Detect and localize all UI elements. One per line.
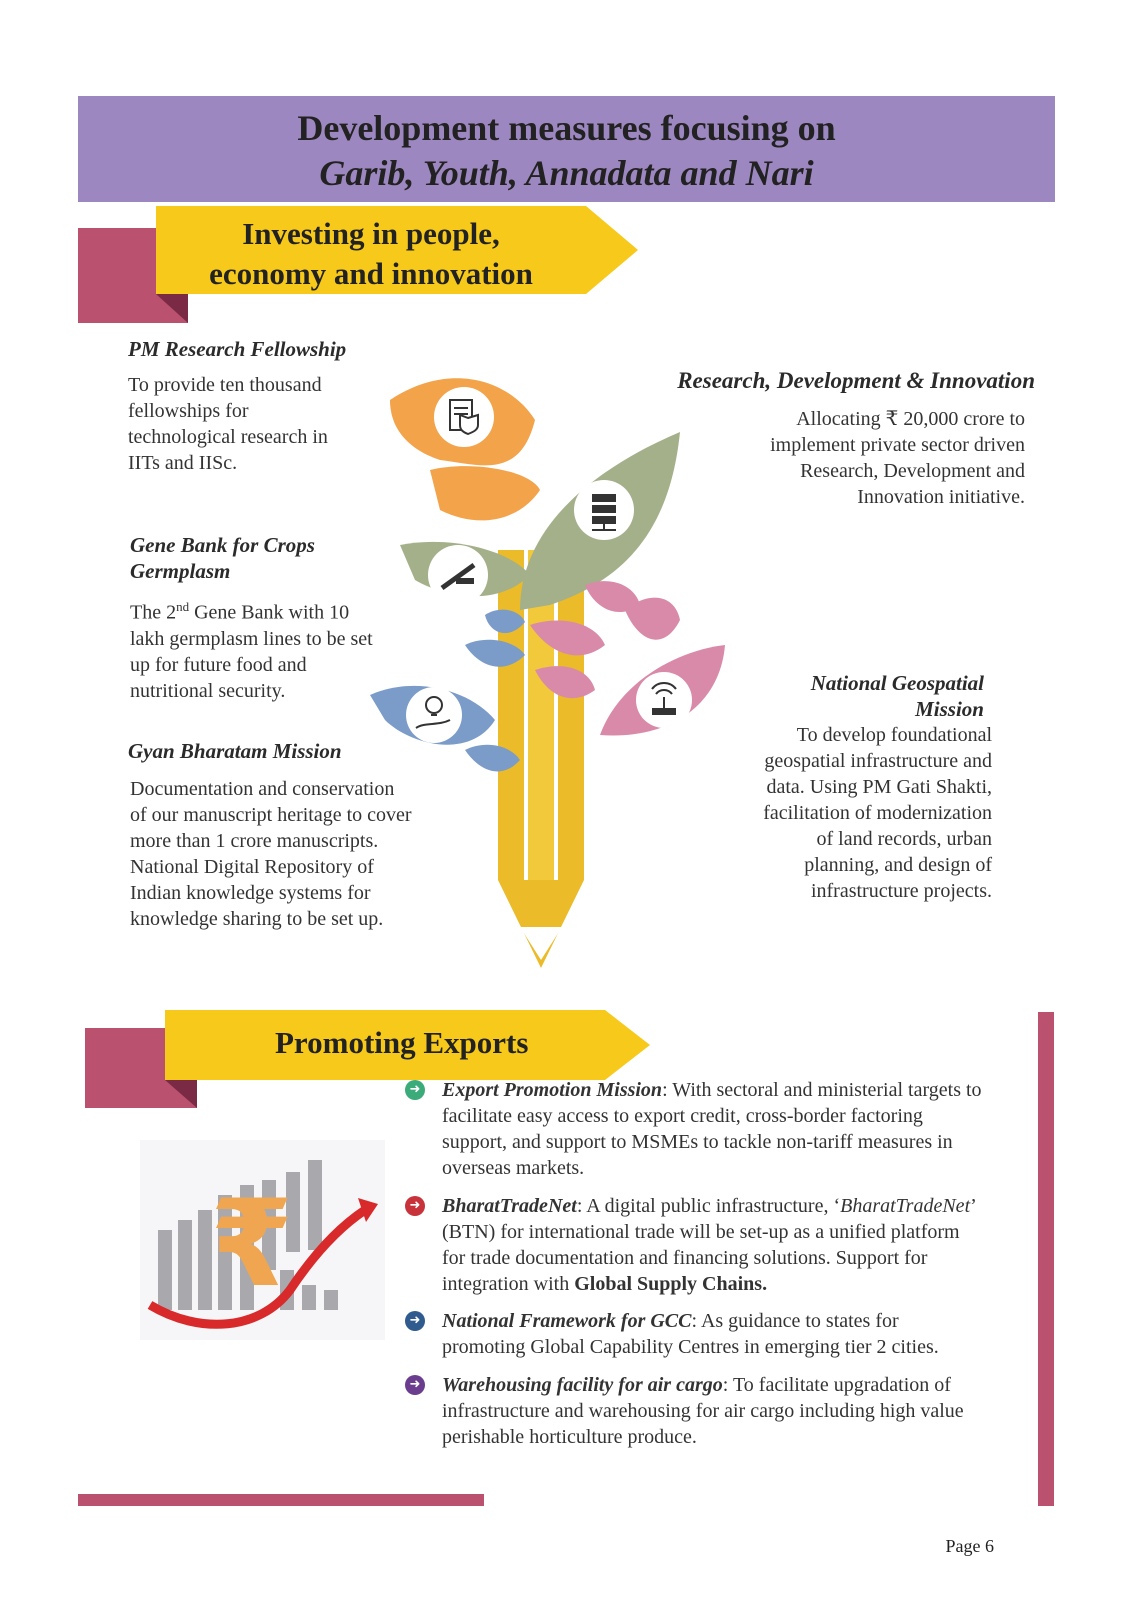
bullet-text [442, 1308, 1035, 1360]
bullet-line: overseas markets. [442, 1157, 585, 1179]
rdi-text [620, 406, 1025, 510]
gyan-bharatam-block [128, 738, 458, 932]
bullet-line: support, and support to MSMEs to tackle non-tariff measures in [442, 1131, 953, 1153]
bullet-line: : A digital public infrastructure, ‘ [576, 1195, 841, 1217]
bullet-line: for trade documentation and financing solutions. Support for [442, 1247, 928, 1269]
bullet-label: National Framework for GCC [442, 1310, 692, 1332]
geospatial-line: geospatial infrastructure and [764, 750, 992, 772]
pm-research-line: To provide ten thousand [128, 374, 322, 396]
rupee-icon: ₹ [210, 1175, 294, 1314]
rdi-block [620, 366, 1035, 510]
rdi-heading: Research, Development & Innovation [677, 368, 1035, 393]
bullet-export-promotion [405, 1077, 1035, 1181]
right-accent-bar [1038, 1012, 1054, 1506]
geospatial-line: facilitation of modernization [763, 802, 992, 824]
gyan-bharatam-line: of our manuscript heritage to cover [130, 804, 412, 826]
geospatial-block [720, 670, 992, 904]
section1-title-line1: Investing in people, [242, 216, 500, 251]
rdi-line: Allocating ₹ 20,000 crore to [796, 408, 1025, 430]
bullet-bold: Global Supply Chains. [574, 1273, 768, 1295]
bullet-line: : To facilitate upgradation of [722, 1374, 951, 1396]
bullet-line: promoting Global Capability Centres in emerging tier 2 cities. [442, 1336, 939, 1358]
bullet-line: : As guidance to states for [691, 1310, 899, 1332]
section2-title: Promoting Exports [275, 1025, 529, 1060]
bullet-line1 [442, 1372, 1035, 1398]
section1-title [156, 214, 586, 294]
gene-bank-heading-line2: Germplasm [130, 559, 231, 583]
geospatial-text [720, 722, 992, 904]
bullet-line: integration with [442, 1273, 575, 1295]
gene-bank-line: lakh germplasm lines to be set [130, 627, 373, 650]
gene-bank-suffix: Gene Bank with 10 [189, 601, 350, 624]
bullet-line1 [442, 1308, 1035, 1334]
gyan-bharatam-text [130, 776, 458, 932]
pm-research-line: fellowships for [128, 400, 249, 422]
gyan-bharatam-line: National Digital Repository of [130, 856, 374, 878]
section1-title-line2: economy and innovation [209, 256, 533, 291]
gene-bank-line: nutritional security. [130, 679, 286, 702]
gyan-bharatam-line: more than 1 crore manuscripts. [130, 830, 379, 852]
geospatial-heading-line2: Mission [915, 697, 984, 721]
bullet-text [442, 1193, 1035, 1297]
title-banner [78, 96, 1055, 202]
arrow-bullet-icon: ➜ [405, 1080, 425, 1100]
pm-research-text [128, 372, 408, 476]
pm-research-block [128, 336, 408, 476]
bullet-italic: BharatTradeNet [840, 1195, 971, 1217]
bullet-line: : With sectoral and ministerial targets to [662, 1079, 982, 1101]
rdi-line: Research, Development and [800, 460, 1025, 482]
arrow-bullet-icon: ➜ [405, 1196, 425, 1216]
pm-research-line: IITs and IISc. [128, 452, 238, 474]
bullet-line: facilitate easy access to export credit, cross-border factoring [442, 1105, 923, 1127]
gyan-bharatam-line: Documentation and conservation [130, 778, 395, 800]
pm-research-line: technological research in [128, 426, 328, 448]
bullet-gcc-framework [405, 1308, 1035, 1360]
bullet-text [442, 1077, 1035, 1181]
geospatial-line: data. Using PM Gati Shakti, [766, 776, 992, 798]
bullet-line1 [442, 1193, 1035, 1219]
gene-bank-line1 [130, 594, 420, 626]
bullet-label: Export Promotion Mission [442, 1079, 663, 1101]
bullet-line: (BTN) for international trade will be set-up as a unified platform [442, 1221, 960, 1243]
bullet-line: perishable horticulture produce. [442, 1426, 697, 1448]
wifi-router-icon [636, 672, 692, 728]
bullet-line: infrastructure and warehousing for air cargo including high value [442, 1400, 964, 1422]
arrow-bullet-icon: ➜ [405, 1311, 425, 1331]
geospatial-heading-line1: National Geospatial [810, 671, 984, 695]
bullet-label: Warehousing facility for air cargo [442, 1374, 723, 1396]
geospatial-line: planning, and design of [804, 854, 992, 876]
rdi-line: implement private sector driven [770, 434, 1025, 456]
document-shield-icon [434, 387, 494, 447]
bullet-line: ’ [970, 1195, 977, 1217]
gyan-bharatam-line: Indian knowledge systems for [130, 882, 371, 904]
gene-bank-prefix: The 2 [130, 601, 177, 624]
gene-bank-block [130, 532, 420, 704]
page-number: Page 6 [945, 1536, 994, 1556]
gene-bank-line: up for future food and [130, 653, 307, 676]
pm-research-heading: PM Research Fellowship [128, 337, 347, 361]
bottom-accent-bar [78, 1494, 484, 1506]
geospatial-line: To develop foundational [796, 724, 992, 746]
gene-bank-sup: nd [176, 599, 190, 614]
geospatial-line: infrastructure projects. [810, 880, 992, 902]
geospatial-line: of land records, urban [816, 828, 992, 850]
rdi-line: Innovation initiative. [857, 486, 1025, 508]
page-title-line1: Development measures focusing on [297, 108, 836, 148]
satellite-dish-icon [428, 545, 488, 605]
gyan-bharatam-line: knowledge sharing to be set up. [130, 908, 384, 930]
bullet-air-cargo [405, 1372, 1035, 1450]
gene-bank-text [130, 594, 420, 704]
bullet-line1 [442, 1077, 1035, 1103]
bullet-text [442, 1372, 1035, 1450]
bullet-line-last [442, 1271, 1035, 1297]
gene-bank-heading-line1: Gene Bank for Crops [130, 533, 315, 557]
bullet-bharattradenet [405, 1193, 1035, 1297]
rupee-growth-chart-image [140, 1140, 385, 1340]
leaf-orange-mid [430, 466, 540, 520]
bullet-label: BharatTradeNet [442, 1195, 577, 1217]
gyan-bharatam-heading: Gyan Bharatam Mission [128, 739, 342, 763]
arrow-bullet-icon: ➜ [405, 1375, 425, 1395]
page-title-line2: Garib, Youth, Annadata and Nari [319, 153, 814, 193]
